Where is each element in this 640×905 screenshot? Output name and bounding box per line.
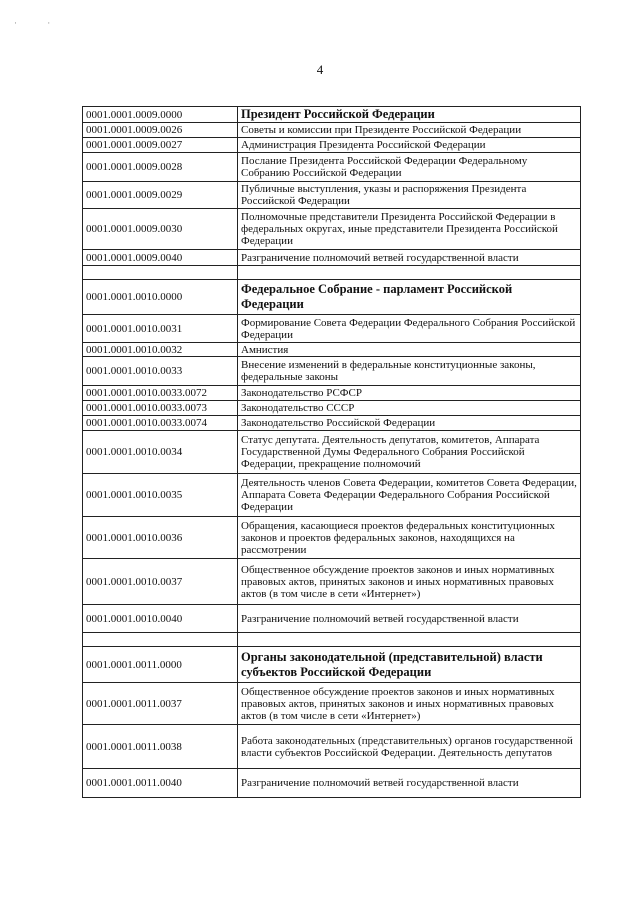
row-title: Статус депутата. Деятельность депутатов, комитетов, Аппарата Государственной Думы Федерального Собрания Российской Федерации, прекращение полномочий bbox=[238, 431, 581, 474]
row-title: Формирование Совета Федерации Федерального Собрания Российской Федерации bbox=[238, 315, 581, 343]
row-code: 0001.0001.0011.0038 bbox=[83, 725, 238, 769]
row-code: 0001.0001.0010.0034 bbox=[83, 431, 238, 474]
scan-marks: · · bbox=[14, 18, 65, 28]
row-code: 0001.0001.0010.0033 bbox=[83, 357, 238, 386]
row-title: Советы и комиссии при Президенте Российской Федерации bbox=[238, 123, 581, 138]
row-code: 0001.0001.0010.0000 bbox=[83, 280, 238, 315]
table-row bbox=[83, 182, 581, 209]
row-code: 0001.0001.0010.0031 bbox=[83, 315, 238, 343]
table-row bbox=[83, 474, 581, 517]
table-row bbox=[83, 343, 581, 357]
row-code: 0001.0001.0009.0040 bbox=[83, 250, 238, 266]
row-code: 0001.0001.0010.0033.0072 bbox=[83, 386, 238, 401]
table-row bbox=[83, 559, 581, 605]
table-row bbox=[83, 138, 581, 153]
section-title: Органы законодательной (представительной) власти субъектов Российской Федерации bbox=[238, 647, 581, 683]
row-code bbox=[83, 266, 238, 280]
row-code: 0001.0001.0011.0040 bbox=[83, 769, 238, 798]
table-row bbox=[83, 769, 581, 798]
row-title: Разграничение полномочий ветвей государственной власти bbox=[238, 769, 581, 798]
row-title: Администрация Президента Российской Федерации bbox=[238, 138, 581, 153]
table-row bbox=[83, 725, 581, 769]
row-code: 0001.0001.0009.0028 bbox=[83, 153, 238, 182]
row-code: 0001.0001.0010.0035 bbox=[83, 474, 238, 517]
page-number: 4 bbox=[316, 62, 324, 77]
row-title: Полномочные представители Президента Российской Федерации в федеральных округах, иные представители Президента Российской Федерации bbox=[238, 209, 581, 250]
row-code: 0001.0001.0010.0033.0073 bbox=[83, 401, 238, 416]
table-row bbox=[83, 315, 581, 343]
row-title: Общественное обсуждение проектов законов и иных нормативных правовых актов, принятых законов и иных нормативных правовых актов (в том числе в сети «Интернет») bbox=[238, 559, 581, 605]
row-title: Общественное обсуждение проектов законов и иных нормативных правовых актов, принятых законов и иных нормативных правовых актов (в том числе в сети «Интернет») bbox=[238, 683, 581, 725]
classifier-table-body bbox=[83, 107, 581, 798]
row-title bbox=[238, 266, 581, 280]
row-code bbox=[83, 633, 238, 647]
row-title: Законодательство СССР bbox=[238, 401, 581, 416]
row-code: 0001.0001.0009.0030 bbox=[83, 209, 238, 250]
section-heading-row bbox=[83, 647, 581, 683]
table-row bbox=[83, 416, 581, 431]
table-row bbox=[83, 123, 581, 138]
row-title: Амнистия bbox=[238, 343, 581, 357]
row-code: 0001.0001.0010.0037 bbox=[83, 559, 238, 605]
table-row bbox=[83, 401, 581, 416]
row-code: 0001.0001.0010.0032 bbox=[83, 343, 238, 357]
table-row bbox=[83, 517, 581, 559]
table-row bbox=[83, 683, 581, 725]
table-row bbox=[83, 209, 581, 250]
table-spacer-row bbox=[83, 633, 581, 647]
row-code: 0001.0001.0011.0000 bbox=[83, 647, 238, 683]
row-title: Разграничение полномочий ветвей государственной власти bbox=[238, 605, 581, 633]
row-title: Публичные выступления, указы и распоряжения Президента Российской Федерации bbox=[238, 182, 581, 209]
row-code: 0001.0001.0010.0036 bbox=[83, 517, 238, 559]
table-row bbox=[83, 431, 581, 474]
row-title: Законодательство РСФСР bbox=[238, 386, 581, 401]
row-title: Законодательство Российской Федерации bbox=[238, 416, 581, 431]
row-code: 0001.0001.0011.0037 bbox=[83, 683, 238, 725]
row-title: Послание Президента Российской Федерации Федеральному Собранию Российской Федерации bbox=[238, 153, 581, 182]
row-title bbox=[238, 633, 581, 647]
row-code: 0001.0001.0010.0040 bbox=[83, 605, 238, 633]
section-title: Президент Российской Федерации bbox=[238, 107, 581, 123]
row-title: Деятельность членов Совета Федерации, комитетов Совета Федерации, Аппарата Совета Федерации Федерального Собрания Российской Федерации bbox=[238, 474, 581, 517]
table-row bbox=[83, 153, 581, 182]
table-row bbox=[83, 250, 581, 266]
table-spacer-row bbox=[83, 266, 581, 280]
row-title: Разграничение полномочий ветвей государственной власти bbox=[238, 250, 581, 266]
row-code: 0001.0001.0009.0029 bbox=[83, 182, 238, 209]
row-title: Внесение изменений в федеральные конституционные законы, федеральные законы bbox=[238, 357, 581, 386]
section-heading-row bbox=[83, 107, 581, 123]
row-title: Работа законодательных (представительных) органов государственной власти субъектов Российской Федерации. Деятельность депутатов bbox=[238, 725, 581, 769]
table-row bbox=[83, 605, 581, 633]
classifier-table bbox=[82, 106, 581, 798]
row-code: 0001.0001.0009.0027 bbox=[83, 138, 238, 153]
section-heading-row bbox=[83, 280, 581, 315]
table-row bbox=[83, 357, 581, 386]
row-code: 0001.0001.0009.0026 bbox=[83, 123, 238, 138]
table-row bbox=[83, 386, 581, 401]
row-title: Обращения, касающиеся проектов федеральных конституционных законов и проектов федеральных законов, находящихся на рассмотрении bbox=[238, 517, 581, 559]
row-code: 0001.0001.0009.0000 bbox=[83, 107, 238, 123]
row-code: 0001.0001.0010.0033.0074 bbox=[83, 416, 238, 431]
section-title: Федеральное Собрание - парламент Российской Федерации bbox=[238, 280, 581, 315]
